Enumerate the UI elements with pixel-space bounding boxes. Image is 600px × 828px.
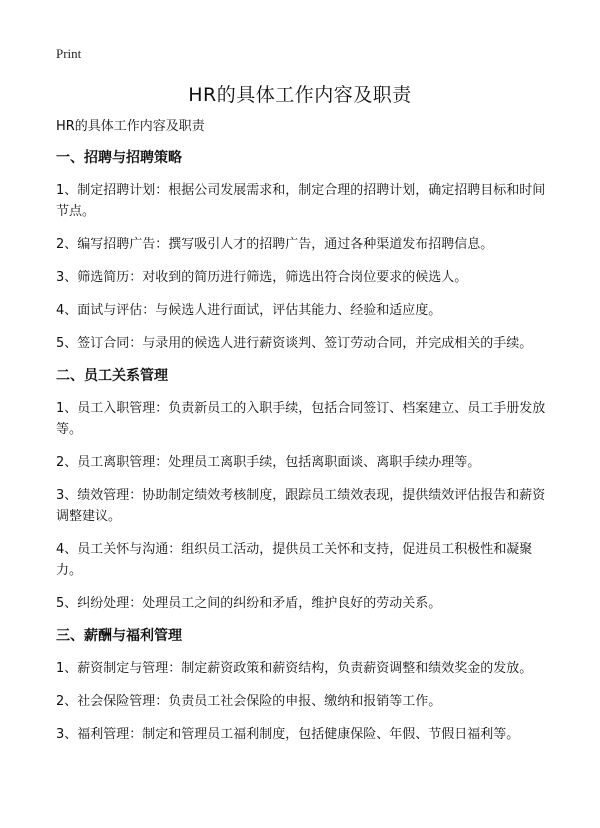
list-item: 3、筛选简历：对收到的简历进行筛选，筛选出符合岗位要求的候选人。 xyxy=(56,270,468,285)
list-item: 5、纠纷处理：处理员工之间的纠纷和矛盾，维护良好的劳动关系。 xyxy=(56,596,442,611)
list-item: 1、薪资制定与管理：制定薪资政策和薪资结构，负责薪资调整和绩效奖金的发放。 xyxy=(56,661,533,676)
section-heading-recruitment: 一、招聘与招聘策略 xyxy=(56,150,182,166)
document-subtitle: HR的具体工作内容及职责 xyxy=(56,119,205,134)
section-heading-compensation: 三、薪酬与福利管理 xyxy=(56,628,182,644)
list-item: 4、员工关怀与沟通：组织员工活动，提供员工关怀和支持，促进员工积极性和凝聚力。 xyxy=(56,542,533,578)
list-item: 4、面试与评估：与候选人进行面试，评估其能力、经验和适应度。 xyxy=(56,303,442,318)
list-item: 2、社会保险管理：负责员工社会保险的申报、缴纳和报销等工作。 xyxy=(56,694,442,709)
list-item: 2、编写招聘广告：撰写吸引人才的招聘广告，通过各种渠道发布招聘信息。 xyxy=(56,237,494,252)
list-item: 3、绩效管理：协助制定绩效考核制度，跟踪员工绩效表现，提供绩效评估报告和薪资调整建议。 xyxy=(56,488,546,524)
list-item: 3、福利管理：制定和管理员工福利制度，包括健康保险、年假、节假日福利等。 xyxy=(56,727,520,742)
document-title: HR的具体工作内容及职责 xyxy=(188,84,412,106)
section-heading-employee-relations: 二、员工关系管理 xyxy=(56,368,168,384)
list-item: 1、员工入职管理：负责新员工的入职手续，包括合同签订、档案建立、员工手册发放等。 xyxy=(56,401,546,437)
list-item: 1、制定招聘计划：根据公司发展需求和，制定合理的招聘计划，确定招聘目标和时间节点。 xyxy=(56,183,546,219)
list-item: 5、签订合同：与录用的候选人进行薪资谈判、签订劳动合同，并完成相关的手续。 xyxy=(56,336,533,351)
document-body xyxy=(56,118,548,757)
print-label: Print xyxy=(56,46,82,61)
list-item: 2、员工离职管理：处理员工离职手续，包括离职面谈、离职手续办理等。 xyxy=(56,455,481,470)
